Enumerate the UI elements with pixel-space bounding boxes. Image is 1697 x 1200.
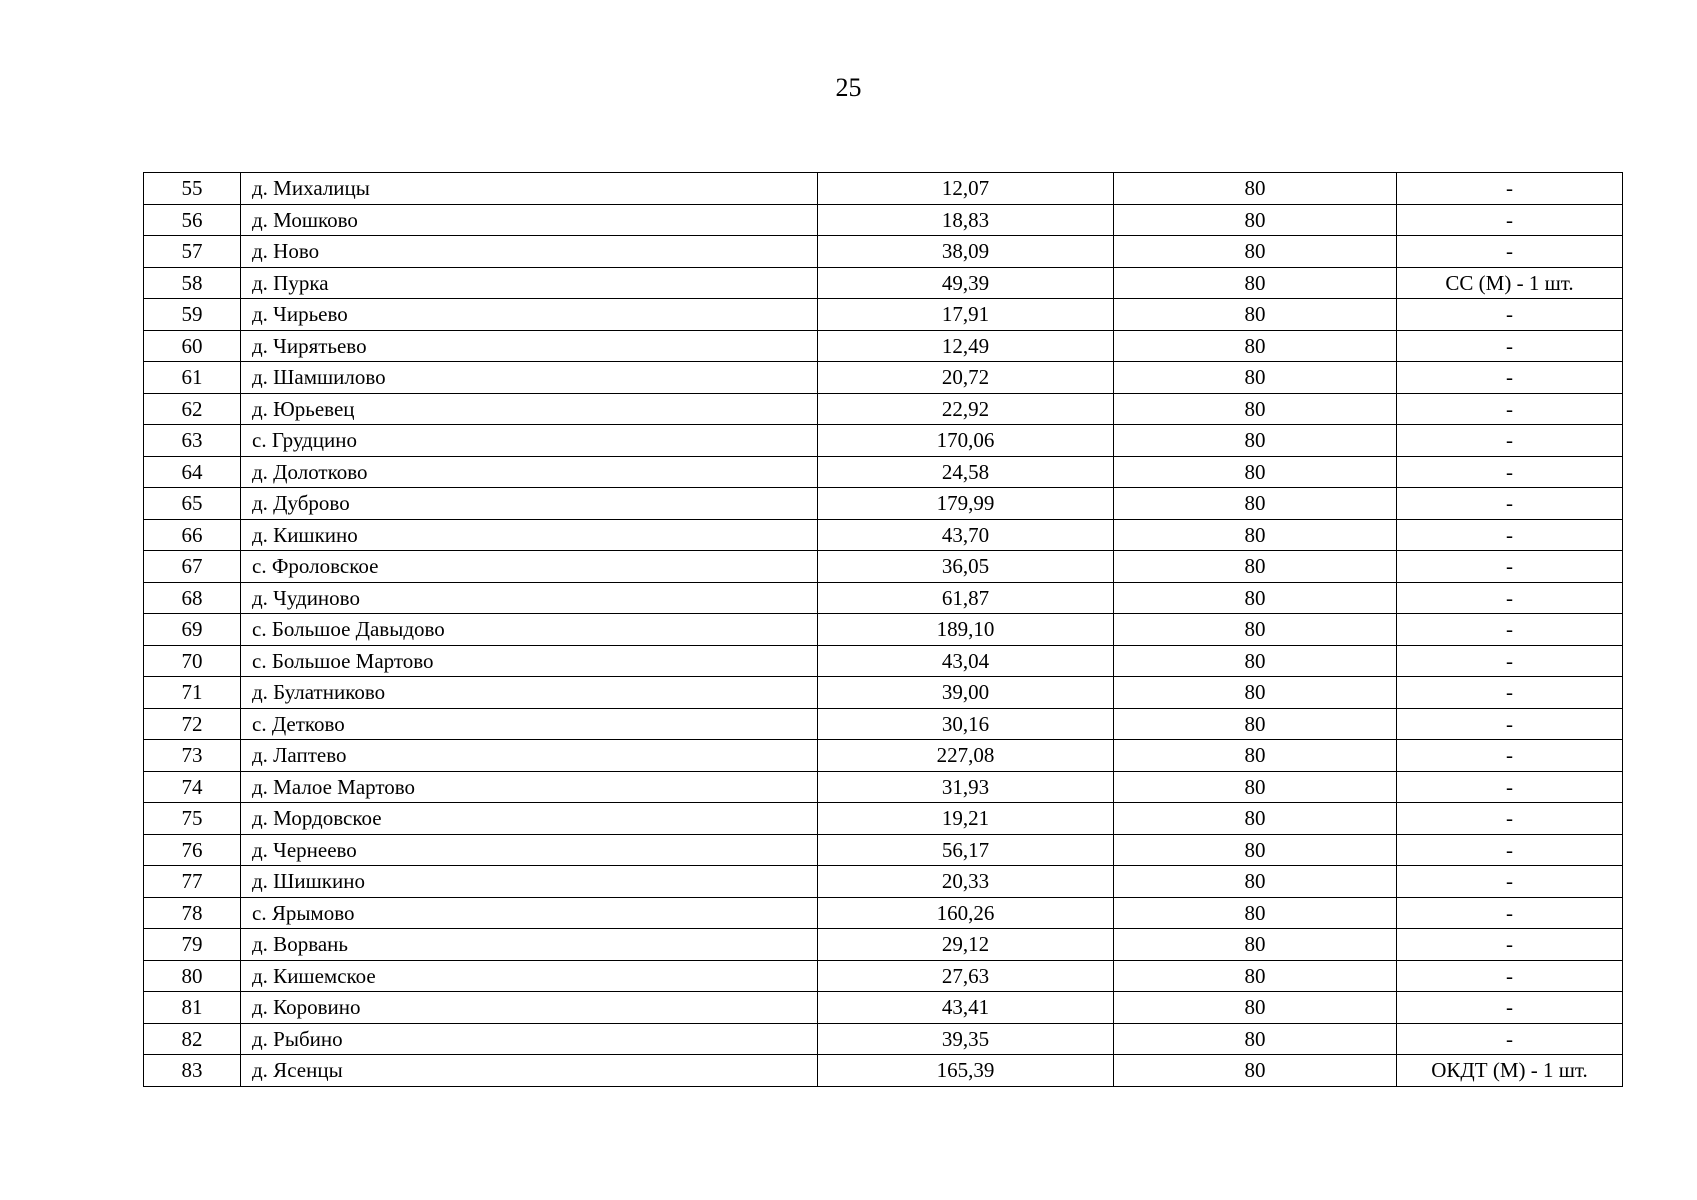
objects-cell: -	[1397, 204, 1623, 236]
settlement-name-cell: д. Кишкино	[241, 519, 818, 551]
table-row	[144, 1055, 1623, 1087]
percent-cell: 80	[1114, 299, 1397, 331]
area-cell: 36,05	[818, 551, 1114, 583]
area-cell: 24,58	[818, 456, 1114, 488]
table-row	[144, 393, 1623, 425]
row-number-cell: 64	[144, 456, 241, 488]
area-cell: 43,04	[818, 645, 1114, 677]
percent-cell: 80	[1114, 204, 1397, 236]
area-cell: 39,00	[818, 677, 1114, 709]
table-row	[144, 677, 1623, 709]
objects-cell: -	[1397, 960, 1623, 992]
table-row	[144, 362, 1623, 394]
percent-cell: 80	[1114, 1055, 1397, 1087]
settlement-name-cell: с. Большое Мартово	[241, 645, 818, 677]
area-cell: 12,49	[818, 330, 1114, 362]
row-number-cell: 74	[144, 771, 241, 803]
objects-cell: -	[1397, 582, 1623, 614]
area-cell: 43,70	[818, 519, 1114, 551]
area-cell: 39,35	[818, 1023, 1114, 1055]
percent-cell: 80	[1114, 897, 1397, 929]
row-number-cell: 59	[144, 299, 241, 331]
row-number-cell: 67	[144, 551, 241, 583]
area-cell: 61,87	[818, 582, 1114, 614]
row-number-cell: 62	[144, 393, 241, 425]
percent-cell: 80	[1114, 740, 1397, 772]
row-number-cell: 77	[144, 866, 241, 898]
area-cell: 27,63	[818, 960, 1114, 992]
area-cell: 179,99	[818, 488, 1114, 520]
percent-cell: 80	[1114, 645, 1397, 677]
area-cell: 29,12	[818, 929, 1114, 961]
table-row	[144, 960, 1623, 992]
table-row	[144, 488, 1623, 520]
percent-cell: 80	[1114, 1023, 1397, 1055]
percent-cell: 80	[1114, 803, 1397, 835]
table-row	[144, 866, 1623, 898]
objects-cell: -	[1397, 551, 1623, 583]
objects-cell: -	[1397, 330, 1623, 362]
settlement-name-cell: д. Ясенцы	[241, 1055, 818, 1087]
percent-cell: 80	[1114, 393, 1397, 425]
row-number-cell: 72	[144, 708, 241, 740]
percent-cell: 80	[1114, 267, 1397, 299]
table-row	[144, 299, 1623, 331]
objects-cell: -	[1397, 236, 1623, 268]
percent-cell: 80	[1114, 519, 1397, 551]
table-row	[144, 267, 1623, 299]
table-body	[144, 173, 1623, 1087]
objects-cell: -	[1397, 897, 1623, 929]
row-number-cell: 76	[144, 834, 241, 866]
row-number-cell: 82	[144, 1023, 241, 1055]
area-cell: 22,92	[818, 393, 1114, 425]
percent-cell: 80	[1114, 456, 1397, 488]
settlement-name-cell: с. Детково	[241, 708, 818, 740]
percent-cell: 80	[1114, 236, 1397, 268]
table-row	[144, 519, 1623, 551]
table-row	[144, 425, 1623, 457]
settlement-name-cell: д. Мошково	[241, 204, 818, 236]
objects-cell: -	[1397, 929, 1623, 961]
row-number-cell: 68	[144, 582, 241, 614]
settlement-name-cell: д. Чудиново	[241, 582, 818, 614]
settlement-name-cell: с. Фроловское	[241, 551, 818, 583]
page-number: 25	[835, 73, 862, 102]
objects-cell: -	[1397, 992, 1623, 1024]
table-row	[144, 1023, 1623, 1055]
table-row	[144, 236, 1623, 268]
percent-cell: 80	[1114, 771, 1397, 803]
settlement-name-cell: д. Лаптево	[241, 740, 818, 772]
table-row	[144, 614, 1623, 646]
settlement-name-cell: д. Долотково	[241, 456, 818, 488]
row-number-cell: 56	[144, 204, 241, 236]
row-number-cell: 58	[144, 267, 241, 299]
row-number-cell: 57	[144, 236, 241, 268]
objects-cell: -	[1397, 740, 1623, 772]
percent-cell: 80	[1114, 866, 1397, 898]
table-row	[144, 456, 1623, 488]
area-cell: 20,33	[818, 866, 1114, 898]
area-cell: 20,72	[818, 362, 1114, 394]
settlement-name-cell: д. Ворвань	[241, 929, 818, 961]
row-number-cell: 73	[144, 740, 241, 772]
table-row	[144, 708, 1623, 740]
settlement-name-cell: д. Юрьевец	[241, 393, 818, 425]
area-cell: 227,08	[818, 740, 1114, 772]
settlement-name-cell: д. Чирятьево	[241, 330, 818, 362]
row-number-cell: 55	[144, 173, 241, 205]
row-number-cell: 75	[144, 803, 241, 835]
area-cell: 56,17	[818, 834, 1114, 866]
table-row	[144, 803, 1623, 835]
table-row	[144, 551, 1623, 583]
settlement-name-cell: д. Булатниково	[241, 677, 818, 709]
objects-cell: -	[1397, 1023, 1623, 1055]
settlement-name-cell: д. Чернеево	[241, 834, 818, 866]
row-number-cell: 65	[144, 488, 241, 520]
percent-cell: 80	[1114, 992, 1397, 1024]
settlement-name-cell: д. Михалицы	[241, 173, 818, 205]
row-number-cell: 81	[144, 992, 241, 1024]
objects-cell: -	[1397, 866, 1623, 898]
area-cell: 31,93	[818, 771, 1114, 803]
objects-cell: -	[1397, 425, 1623, 457]
area-cell: 165,39	[818, 1055, 1114, 1087]
percent-cell: 80	[1114, 708, 1397, 740]
objects-cell: ОКДТ (М) - 1 шт.	[1397, 1055, 1623, 1087]
table-row	[144, 330, 1623, 362]
percent-cell: 80	[1114, 614, 1397, 646]
table-row	[144, 173, 1623, 205]
row-number-cell: 71	[144, 677, 241, 709]
settlement-name-cell: д. Пурка	[241, 267, 818, 299]
objects-cell: -	[1397, 456, 1623, 488]
settlement-name-cell: д. Мордовское	[241, 803, 818, 835]
table-row	[144, 992, 1623, 1024]
row-number-cell: 78	[144, 897, 241, 929]
area-cell: 160,26	[818, 897, 1114, 929]
percent-cell: 80	[1114, 551, 1397, 583]
row-number-cell: 79	[144, 929, 241, 961]
objects-cell: СС (М) - 1 шт.	[1397, 267, 1623, 299]
objects-cell: -	[1397, 834, 1623, 866]
percent-cell: 80	[1114, 362, 1397, 394]
row-number-cell: 61	[144, 362, 241, 394]
settlement-name-cell: д. Шамшилово	[241, 362, 818, 394]
table-row	[144, 645, 1623, 677]
objects-cell: -	[1397, 393, 1623, 425]
percent-cell: 80	[1114, 677, 1397, 709]
table-row	[144, 834, 1623, 866]
settlements-table	[143, 172, 1623, 1087]
area-cell: 12,07	[818, 173, 1114, 205]
row-number-cell: 70	[144, 645, 241, 677]
area-cell: 17,91	[818, 299, 1114, 331]
area-cell: 189,10	[818, 614, 1114, 646]
objects-cell: -	[1397, 645, 1623, 677]
settlement-name-cell: с. Грудцино	[241, 425, 818, 457]
settlement-name-cell: с. Большое Давыдово	[241, 614, 818, 646]
percent-cell: 80	[1114, 488, 1397, 520]
area-cell: 19,21	[818, 803, 1114, 835]
row-number-cell: 66	[144, 519, 241, 551]
row-number-cell: 60	[144, 330, 241, 362]
objects-cell: -	[1397, 488, 1623, 520]
row-number-cell: 83	[144, 1055, 241, 1087]
percent-cell: 80	[1114, 173, 1397, 205]
percent-cell: 80	[1114, 330, 1397, 362]
settlement-name-cell: д. Рыбино	[241, 1023, 818, 1055]
settlement-name-cell: д. Ново	[241, 236, 818, 268]
percent-cell: 80	[1114, 582, 1397, 614]
settlement-name-cell: д. Кишемское	[241, 960, 818, 992]
settlement-name-cell: д. Шишкино	[241, 866, 818, 898]
area-cell: 30,16	[818, 708, 1114, 740]
objects-cell: -	[1397, 708, 1623, 740]
area-cell: 170,06	[818, 425, 1114, 457]
objects-cell: -	[1397, 362, 1623, 394]
settlement-name-cell: д. Коровино	[241, 992, 818, 1024]
area-cell: 49,39	[818, 267, 1114, 299]
percent-cell: 80	[1114, 425, 1397, 457]
objects-cell: -	[1397, 803, 1623, 835]
table-row	[144, 929, 1623, 961]
row-number-cell: 63	[144, 425, 241, 457]
area-cell: 18,83	[818, 204, 1114, 236]
objects-cell: -	[1397, 173, 1623, 205]
percent-cell: 80	[1114, 960, 1397, 992]
row-number-cell: 80	[144, 960, 241, 992]
settlement-name-cell: д. Малое Мартово	[241, 771, 818, 803]
objects-cell: -	[1397, 677, 1623, 709]
row-number-cell: 69	[144, 614, 241, 646]
settlement-name-cell: д. Чирьево	[241, 299, 818, 331]
objects-cell: -	[1397, 519, 1623, 551]
table-row	[144, 897, 1623, 929]
area-cell: 43,41	[818, 992, 1114, 1024]
settlement-name-cell: д. Дуброво	[241, 488, 818, 520]
table-row	[144, 771, 1623, 803]
area-cell: 38,09	[818, 236, 1114, 268]
objects-cell: -	[1397, 771, 1623, 803]
objects-cell: -	[1397, 299, 1623, 331]
percent-cell: 80	[1114, 929, 1397, 961]
table-row	[144, 740, 1623, 772]
objects-cell: -	[1397, 614, 1623, 646]
settlement-name-cell: с. Ярымово	[241, 897, 818, 929]
table-row	[144, 204, 1623, 236]
table-row	[144, 582, 1623, 614]
percent-cell: 80	[1114, 834, 1397, 866]
